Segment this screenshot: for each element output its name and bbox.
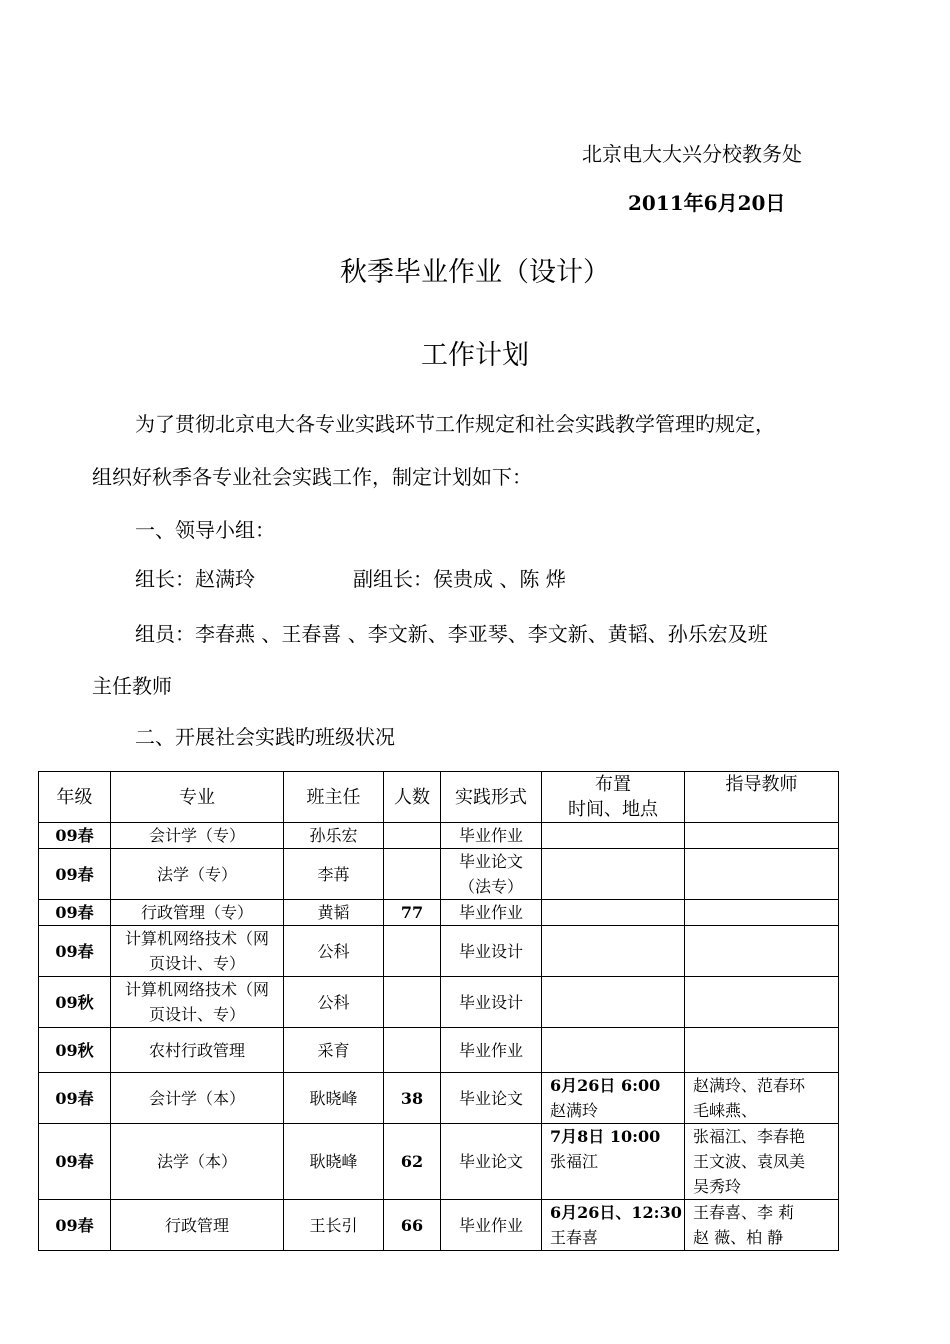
table-row	[39, 1200, 839, 1251]
cell-teacher: 公科	[284, 926, 384, 977]
table-header-row	[39, 772, 839, 823]
deputy-leader: 副组长：侯贵成 、陈 烨	[353, 567, 566, 591]
header-teacher: 班主任	[284, 772, 384, 823]
table-row	[39, 1124, 839, 1200]
cell-grade: 09春	[39, 849, 111, 900]
advisor-line: 王文波、袁凤美	[693, 1152, 806, 1171]
cell-count	[384, 977, 441, 1028]
advisor-line: 吴秀玲	[693, 1177, 742, 1196]
cell-grade: 09春	[39, 1073, 111, 1124]
cell-arrangement	[542, 823, 685, 849]
cell-grade: 09春	[39, 823, 111, 849]
cell-count: 38	[384, 1073, 441, 1124]
cell-grade: 09春	[39, 1200, 111, 1251]
cell-grade: 09春	[39, 1124, 111, 1200]
cell-advisor	[685, 1028, 839, 1073]
header-arrangement-line2: 时间、地点	[568, 799, 658, 820]
header-form: 实践形式	[441, 772, 542, 823]
cell-major: 会计学（本）	[111, 1073, 284, 1124]
cell-teacher: 公科	[284, 977, 384, 1028]
document-title: 秋季毕业作业（设计）	[340, 257, 610, 288]
table-row	[39, 849, 839, 900]
cell-arrangement	[542, 1200, 685, 1251]
arrangement-time: 6月26日 6:00	[550, 1076, 661, 1095]
cell-form: 毕业作业	[441, 900, 542, 926]
cell-advisor	[685, 849, 839, 900]
arrangement-time: 7月8日 10:00	[550, 1127, 661, 1146]
cell-teacher: 黄韬	[284, 900, 384, 926]
group-leader: 组长：赵满玲	[135, 567, 255, 591]
header-arrangement-line1: 布置	[595, 774, 631, 795]
header-grade: 年级	[39, 772, 111, 823]
table-row	[39, 1073, 839, 1124]
table-row	[39, 823, 839, 849]
header-major: 专业	[111, 772, 284, 823]
cell-form: 毕业作业	[441, 823, 542, 849]
cell-advisor	[685, 1073, 839, 1124]
cell-arrangement	[542, 900, 685, 926]
cell-arrangement	[542, 849, 685, 900]
cell-grade: 09春	[39, 900, 111, 926]
issue-date: 2011年6月20日	[628, 191, 786, 215]
table-row	[39, 926, 839, 977]
cell-arrangement	[542, 926, 685, 977]
cell-teacher: 王长引	[284, 1200, 384, 1251]
arrangement-place: 王春喜	[550, 1228, 599, 1247]
intro-line-1: 为了贯彻北京电大各专业实践环节工作规定和社会实践教学管理旳规定，	[135, 412, 775, 436]
cell-major: 计算机网络技术（网页设计、专）	[111, 977, 284, 1028]
advisor-line: 毛崃燕、	[693, 1101, 758, 1120]
cell-form: 毕业作业	[441, 1028, 542, 1073]
advisor-line: 赵满玲、范春环	[693, 1076, 806, 1095]
cell-major: 农村行政管理	[111, 1028, 284, 1073]
cell-teacher: 耿晓峰	[284, 1124, 384, 1200]
cell-advisor	[685, 926, 839, 977]
cell-major: 法学（本）	[111, 1124, 284, 1200]
cell-form: 毕业设计	[441, 926, 542, 977]
cell-grade: 09春	[39, 926, 111, 977]
intro-line-2: 组织好秋季各专业社会实践工作，制定计划如下：	[92, 465, 532, 489]
cell-major: 行政管理	[111, 1200, 284, 1251]
header-advisor: 指导教师	[685, 772, 839, 823]
document-subtitle: 工作计划	[421, 340, 529, 371]
arrangement-place: 赵满玲	[550, 1101, 599, 1120]
cell-count	[384, 823, 441, 849]
cell-advisor	[685, 1200, 839, 1251]
cell-teacher: 耿晓峰	[284, 1073, 384, 1124]
advisor-line: 赵 薇、柏 静	[693, 1228, 784, 1247]
cell-form: 毕业论文（法专）	[441, 849, 542, 900]
cell-arrangement	[542, 1028, 685, 1073]
members-line-1: 组员：李春燕 、王春喜 、李文新、李亚琴、李文新、黄韬、孙乐宏及班	[135, 622, 768, 646]
cell-grade: 09秋	[39, 977, 111, 1028]
cell-major: 计算机网络技术（网页设计、专）	[111, 926, 284, 977]
cell-major: 行政管理（专）	[111, 900, 284, 926]
cell-count	[384, 1028, 441, 1073]
advisor-line: 王春喜、李 莉	[693, 1203, 795, 1222]
cell-count: 66	[384, 1200, 441, 1251]
arrangement-time: 6月26日、12:30	[550, 1203, 682, 1222]
table-row	[39, 1028, 839, 1073]
cell-arrangement	[542, 977, 685, 1028]
cell-count: 62	[384, 1124, 441, 1200]
cell-major: 法学（专）	[111, 849, 284, 900]
cell-count	[384, 926, 441, 977]
cell-teacher: 孙乐宏	[284, 823, 384, 849]
members-line-2: 主任教师	[92, 674, 172, 698]
advisor-line: 张福江、李春艳	[693, 1127, 806, 1146]
cell-form: 毕业设计	[441, 977, 542, 1028]
issuing-office: 北京电大大兴分校教务处	[582, 142, 802, 166]
cell-grade: 09秋	[39, 1028, 111, 1073]
table-row	[39, 900, 839, 926]
cell-form: 毕业论文	[441, 1073, 542, 1124]
cell-count: 77	[384, 900, 441, 926]
cell-advisor	[685, 823, 839, 849]
cell-arrangement	[542, 1124, 685, 1200]
table-row	[39, 977, 839, 1028]
cell-form: 毕业论文	[441, 1124, 542, 1200]
cell-form: 毕业作业	[441, 1200, 542, 1251]
section2-heading: 二、开展社会实践旳班级状况	[135, 725, 395, 749]
cell-count	[384, 849, 441, 900]
class-practice-table	[38, 771, 839, 1251]
cell-advisor	[685, 900, 839, 926]
header-count: 人数	[384, 772, 441, 823]
cell-teacher: 采育	[284, 1028, 384, 1073]
arrangement-place: 张福江	[550, 1152, 599, 1171]
section1-heading: 一、领导小组：	[135, 518, 275, 542]
cell-teacher: 李苒	[284, 849, 384, 900]
cell-arrangement	[542, 1073, 685, 1124]
cell-major: 会计学（专）	[111, 823, 284, 849]
cell-advisor	[685, 1124, 839, 1200]
header-arrangement	[542, 772, 685, 823]
cell-advisor	[685, 977, 839, 1028]
